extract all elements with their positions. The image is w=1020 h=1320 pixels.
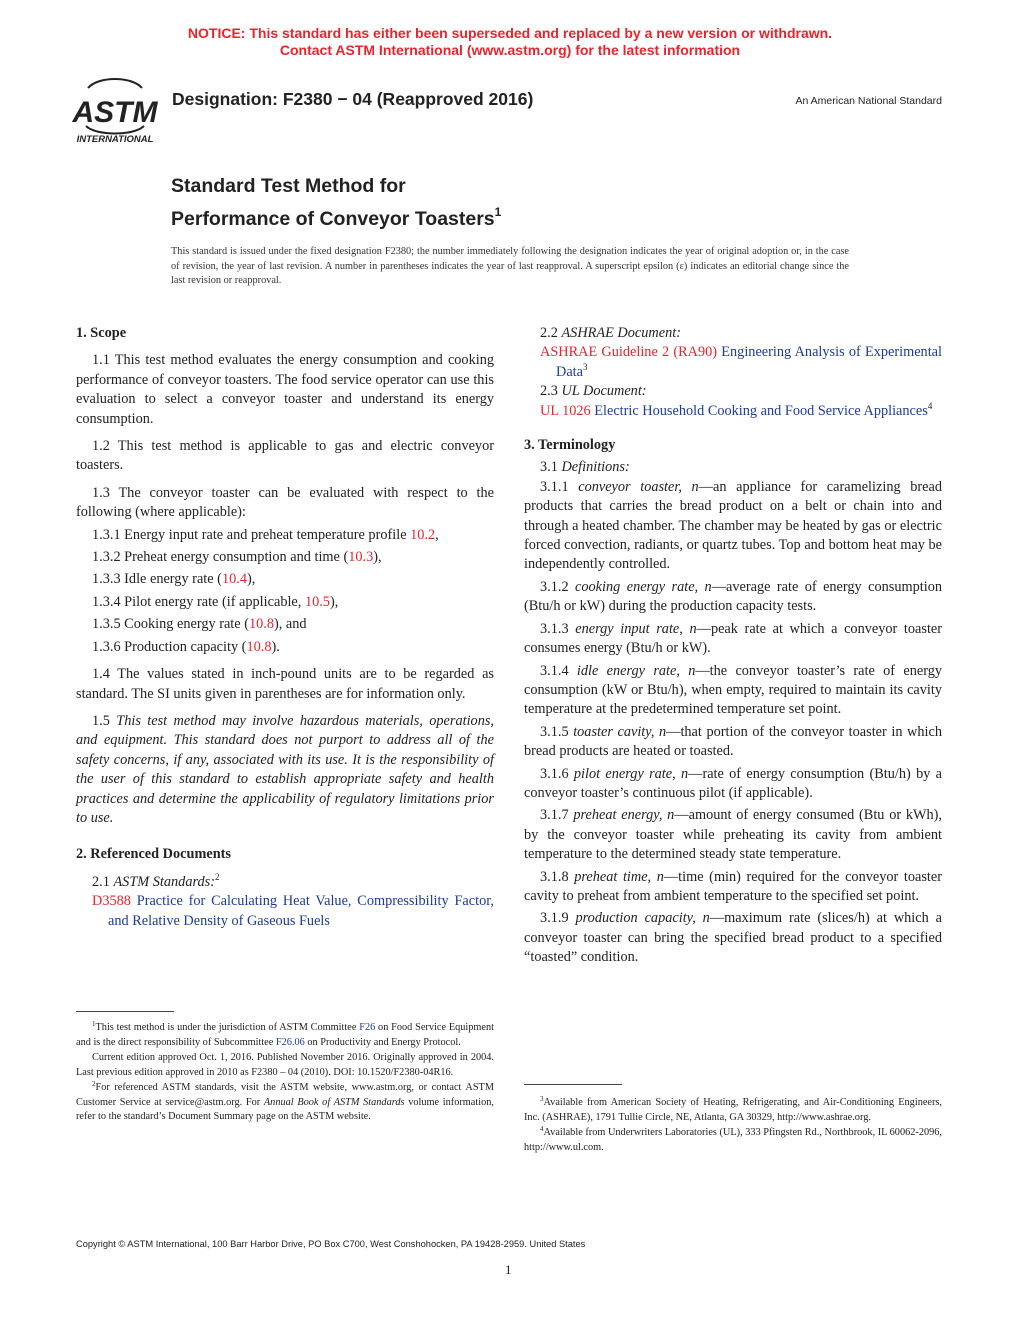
astm-standards-label: 2.1 ASTM Standards:$^2$ (92, 871, 220, 890)
astm-logo-icon (68, 76, 162, 146)
term-3-1-2: 3.1.2 cooking energy rate, n—average rate of energy consumption (Btu/h or kW) during the production capacity tests. (524, 578, 942, 615)
ref-link-10-8b[interactable]: 10.8 (246, 638, 272, 655)
ul-1026-link[interactable]: UL 1026 (540, 402, 591, 419)
para-1-2: 1.2 This test method is applicable to gas and electric conveyor toasters. (76, 438, 494, 474)
definitions-label: 3.1 Definitions: (540, 459, 630, 476)
footnote-divider-right (524, 1084, 622, 1085)
item-1-3-5: 1.3.5 Cooking energy rate (10.8), and (92, 616, 307, 633)
title-line-1: Standard Test Method for (171, 175, 406, 197)
ref-link-10-5[interactable]: 10.5 (304, 593, 330, 610)
term-3-1-8: 3.1.8 preheat time, n—time (min) required for the conveyor toaster cavity to preheat from ambient temperature to the specified set point. (524, 868, 942, 904)
footnote-2: $^2$For referenced ASTM standards, visit the ASTM website, www.astm.org, or contact ASTM Customer Service at service@astm.org. For Annual Book of ASTM Standards volume information, refer to the standard’s Document Summary page on the ASTM website. (76, 1079, 494, 1123)
notice-line-1: NOTICE: This standard has either been superseded and replaced by a new version or withdrawn. (187, 25, 833, 41)
issuance-note: This standard is issued under the fixed designation F2380; the number immediately following the designation indicates the year of original adoption or, in the case of revision, the year of last revision. A number in parentheses indicates the year of last reapproval. A superscript epsilon (ε) indicates an editorial change since the last revision or reapproval. (171, 246, 849, 286)
term-3-1-5: 3.1.5 toaster cavity, n—that portion of the conveyor toaster in which bread products are heated or toasted. (524, 723, 942, 760)
section-1-heading: 1. Scope (76, 325, 127, 341)
title-footnote-mark[interactable]: 1 (494, 205, 502, 219)
ashrae-document-label: 2.2 ASHRAE Document: (540, 325, 681, 341)
footnote-mark-3[interactable]: 3 (583, 361, 588, 372)
f26-link[interactable]: F26 (359, 1022, 376, 1033)
ul-title-link[interactable]: Electric Household Cooking and Food Service Appliances (594, 402, 928, 419)
footnote-1: $^1$This test method is under the jurisdiction of ASTM Committee F26 on Food Service Equipment and is the direct responsibility of Subcommittee F26.06 on Productivity and Energy Protocol. (76, 1020, 495, 1048)
footnotes-left (76, 1021, 494, 1125)
para-1-3: 1.3 The conveyor toaster can be evaluated with respect to the following (where applicable): (76, 484, 494, 521)
term-3-1-7: 3.1.7 preheat energy, n—amount of energy consumed (Btu or kWh), by the conveyor toaster while preheating its cavity from ambient temperature to the determined steady state temperature. (524, 807, 942, 863)
left-column (76, 324, 494, 931)
term-3-1-4: 3.1.4 idle energy rate, n—the conveyor toaster’s rate of energy consumption (kW or Btu/h), when empty, required to maintain its cavity temperature at the predetermined temperature set point. (524, 662, 942, 718)
footnote-divider-left (76, 1011, 174, 1012)
ref-link-10-3[interactable]: 10.3 (348, 549, 374, 566)
title-text: Performance of Conveyor Toasters (171, 208, 495, 230)
item-1-3-1: 1.3.1 Energy input rate and preheat temperature profile 10.2, (92, 526, 439, 543)
term-3-1-1: 3.1.1 conveyor toaster, n—an appliance for caramelizing bread products that carries the bread product on a belt or chain into and through a heated chamber. The chamber may be heated by gas or electric forced convection, radiants, or quartz tubes. Top and bottom heat may be independently controlled. (524, 478, 942, 573)
title-line-2 (171, 199, 501, 232)
designation: Designation: F2380 − 04 (Reapproved 2016) (172, 89, 534, 109)
american-national-standard: An American National Standard (795, 95, 942, 107)
item-1-3-6: 1.3.6 Production capacity (10.8). (92, 638, 280, 655)
logo-caption: INTERNATIONAL (76, 134, 154, 145)
logo-letters: ASTM (72, 96, 158, 129)
term-3-1-9: 3.1.9 production capacity, n—maximum rate (slices/h) at which a conveyor toaster can bring the specified bread product to a specified “toasted” condition. (524, 910, 942, 966)
ref-link-10-8[interactable]: 10.8 (248, 616, 274, 633)
para-1-5: 1.5 This test method may involve hazardous materials, operations, and equipment. This standard does not purport to address all of the safety concerns, if any, associated with its use. It is the responsibility of the user of this standard to establish appropriate safety and health practices and determine the applicability of regulatory limitations prior to use. (76, 712, 494, 826)
footnote-mark-2[interactable]: 2 (215, 871, 220, 882)
ref-d3588 (76, 892, 494, 931)
footnote-mark-4[interactable]: 4 (927, 400, 933, 411)
copyright-line: Copyright © ASTM International, 100 Barr Harbor Drive, PO Box C700, West Conshohocken, PA 19428-2959. United States (76, 1239, 586, 1249)
d3588-title-link[interactable]: Practice for Calculating Heat Value, Compressibility Factor, and Relative Density of Gaseous Fuels (108, 893, 494, 929)
ashrae-title-link[interactable]: Engineering Analysis of Experimental Data (556, 344, 942, 380)
term-3-1-6: 3.1.6 pilot energy rate, n—rate of energy consumption (Btu/h) by a conveyor toaster’s continuous pilot (if applicable). (524, 765, 943, 801)
para-1-1: 1.1 This test method evaluates the energy consumption and cooking performance of conveyor toasters. The food service operator can use this evaluation to select a conveyor toaster and understand its energy consumption. (76, 352, 494, 427)
d3588-link[interactable]: D3588 (92, 893, 131, 910)
ref-ashrae (524, 343, 942, 382)
f2606-link[interactable]: F26.06 (275, 1036, 305, 1048)
footnote-4: $^4$Available from Underwriters Laboratories (UL), 333 Pfingsten Rd., Northbrook, IL 60062-2096, http://www.ul.com. (524, 1124, 942, 1153)
withdrawal-notice (0, 25, 1020, 59)
document-title (171, 173, 501, 232)
ref-link-10-2[interactable]: 10.2 (410, 526, 436, 543)
section-3-heading: 3. Terminology (524, 437, 616, 454)
notice-line-2: Contact ASTM International (www.astm.org) for the latest information (279, 42, 741, 58)
footnote-3: $^3$Available from American Society of Heating, Refrigerating, and Air-Conditioning Engineers, Inc. (ASHRAE), 1791 Tullie Circle, NE, Atlanta, GA 30329, http://www.ashrae.org. (524, 1095, 942, 1123)
footnote-1-edition: Current edition approved Oct. 1, 2016. Published November 2016. Originally approved in 2004. Last previous edition approved in 2010 as F2380 – 04 (2010). DOI: 10.1520/F2380-04R16. (76, 1051, 494, 1078)
ul-document-label: 2.3 UL Document: (540, 383, 647, 400)
item-1-3-4: 1.3.4 Pilot energy rate (if applicable, 10.5), (92, 593, 339, 610)
term-3-1-3: 3.1.3 energy input rate, n—peak rate at which a conveyor toaster consumes energy (Btu/h or kW). (524, 620, 943, 657)
item-1-3-2: 1.3.2 Preheat energy consumption and time (10.3), (92, 549, 382, 566)
right-column (524, 324, 942, 968)
footnotes-right (524, 1096, 942, 1156)
page-number: 1 (505, 1262, 512, 1277)
item-1-3-3: 1.3.3 Idle energy rate (10.4), (92, 571, 256, 588)
ref-ul (524, 402, 942, 421)
ref-link-10-4[interactable]: 10.4 (221, 571, 247, 588)
section-2-heading: 2. Referenced Documents (76, 846, 231, 863)
para-1-4: 1.4 The values stated in inch-pound units are to be regarded as standard. The SI units given in parentheses are for information only. (76, 666, 494, 702)
ashrae-guideline-link[interactable]: ASHRAE Guideline 2 (RA90) (540, 344, 718, 361)
